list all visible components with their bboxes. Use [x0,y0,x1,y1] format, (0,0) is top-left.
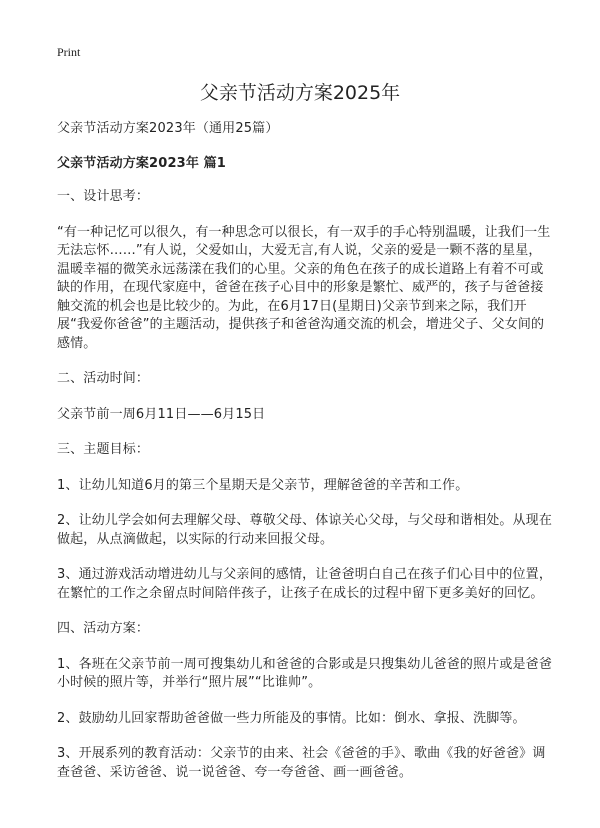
heading-design-thinking: 一、设计思考： [57,189,150,204]
section-heading: 父亲节活动方案2023年 篇1 [57,155,227,171]
heading-activity-plan: 四、活动方案： [57,621,150,636]
goal-item-1: 1、让幼儿知道6月的第三个星期天是父亲节，理解爸爸的辛苦和工作。 [57,477,469,493]
paragraph-activity-time: 父亲节前一周6月11日——6月15日 [57,406,266,422]
goal-item-2: 2、让幼儿学会如何去理解父母、尊敬父母、体谅关心父母，与父母和谐相处。从现在做起，从点滴做起，以实际的行动来回报父母。 [57,513,552,547]
page-title: 父亲节活动方案2025年 [199,82,401,104]
paragraph-introduction: “有一种记忆可以很久，有一种思念可以很长，有一双手的手心特别温暖，让我们一生无法忘怀……”有人说，父爱如山，大爱无言,有人说，父亲的爱是一颗不落的星星，温暖幸福的微笑永远荡漾在我们的心里。父亲的角色在孩子的成长道路上有着不可或缺的作用，在现代家庭中，爸爸在孩子心目中的形象是繁忙、威严的，孩子与爸爸接触交流的机会也是比较少的。为此，在6月17日(星期日)父亲节到来之际，我们开展“我爱你爸爸”的主题活动，提供孩子和爸爸沟通交流的机会，增进父子、父女间的感情。 [57,224,551,351]
document-subtitle: 父亲节活动方案2023年（通用25篇） [57,121,279,136]
plan-item-1: 1、各班在父亲节前一周可搜集幼儿和爸爸的合影或是只搜集幼儿爸爸的照片或是爸爸小时候的照片等，并举行“照片展”“比谁帅”。 [57,656,552,690]
document-body [57,120,553,799]
goal-item-3: 3、通过游戏活动增进幼儿与父亲间的感情，让爸爸明白自己在孩子们心目中的位置，在繁忙的工作之余留点时间陪伴孩子，让孩子在成长的过程中留下更多美好的回忆。 [57,567,552,601]
print-label[interactable]: Print [57,45,81,59]
heading-theme-goals: 三、主题目标： [57,442,150,457]
plan-item-2: 2、鼓励幼儿回家帮助爸爸做一些力所能及的事情。比如：倒水、拿报、洗脚等。 [57,710,526,726]
plan-item-3: 3、开展系列的教育活动：父亲节的由来、社会《爸爸的手》、歌曲《我的好爸爸》调查爸爸、采访爸爸、说一说爸爸、夸一夸爸爸、画一画爸爸。 [57,746,546,780]
heading-activity-time: 二、活动时间： [57,371,150,386]
